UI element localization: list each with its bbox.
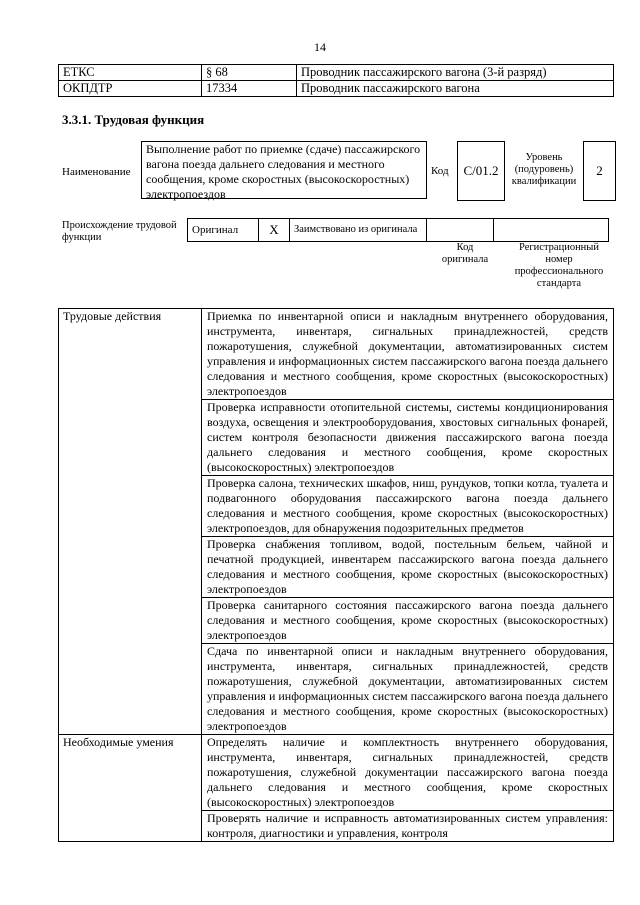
reg-number-caption: Регистрационный номер профессионального стандарта xyxy=(514,242,604,289)
original-label: Оригинал xyxy=(188,219,259,242)
table-cell: Проверка салона, технических шкафов, ниш, рундуков, топки котла, туалета и подвагонного оборудования пассажирского вагона поезда дальнего следования и местного сообщения, кроме скоростных (высокоскоростных) электропоездов, для обнаружения подозрительных предметов xyxy=(202,476,614,537)
name-label: Наименование xyxy=(62,166,131,178)
classifier-code: ОКПДТР xyxy=(59,81,202,97)
classifier-title: Проводник пассажирского вагона (3-й разряд) xyxy=(297,65,614,81)
original-mark: X xyxy=(259,219,290,242)
borrowed-label: Заимствовано из оригинала xyxy=(290,219,427,242)
code-label: Код xyxy=(431,165,449,177)
table-cell: Проверка санитарного состояния пассажирского вагона поезда дальнего следования и местного сообщения, кроме скоростных (высокоскоростных) электропоездов xyxy=(202,598,614,644)
reg-number-cell xyxy=(494,219,609,242)
function-name-box: Выполнение работ по приемке (сдаче) пассажирского вагона поезда дальнего следования и местного сообщения, кроме скоростных (высокоскоростных) электропоездов xyxy=(141,141,427,199)
origin-label: Происхождение трудовой функции xyxy=(62,220,177,243)
origin-table xyxy=(187,218,609,242)
code-original-caption: Код оригинала xyxy=(441,242,489,265)
labor-function-table xyxy=(58,308,614,842)
classifier-row xyxy=(59,81,614,97)
origin-row xyxy=(188,219,609,242)
group-label-required-skills: Необходимые умения xyxy=(59,735,202,842)
classifier-table xyxy=(58,64,614,97)
section-title: 3.3.1. Трудовая функция xyxy=(62,112,205,127)
group-label-labor-actions: Трудовые действия xyxy=(59,309,202,735)
qualification-level-box: 2 xyxy=(583,141,616,201)
function-code-box: C/01.2 xyxy=(457,141,505,201)
table-cell: Проверка снабжения топливом, водой, постельным бельем, чайной и печатной продукцией, инвентарем пассажирского вагона поезда дальнего следования и местного сообщения, кроме скоростных (высокоскоростных) электропоездов xyxy=(202,537,614,598)
page-number: 14 xyxy=(314,40,326,54)
classifier-row xyxy=(59,65,614,81)
code-original-cell xyxy=(427,219,494,242)
table-cell: Сдача по инвентарной описи и накладным внутреннего оборудования, инструмента, инвентаря, сигнальных принадлежностей, средств пожаротушения, служебной документации, автоматизированных систем управления и информационных систем пассажирского вагона поезда дальнего следования и местного сообщения, кроме скоростных (высокоскоростных) электропоездов xyxy=(202,644,614,735)
table-row xyxy=(59,735,614,811)
table-cell: Проверка исправности отопительной системы, системы кондиционирования воздуха, освещения и электрооборудования, хвостовых сигнальных фонарей, систем контроля безопасности движения пассажирского вагона поезда дальнего следования и местного сообщения, кроме скоростных (высокоскоростных) электропоездов xyxy=(202,400,614,476)
qualification-level-label: Уровень (подуровень) квалификации xyxy=(511,152,577,187)
table-cell: Определять наличие и комплектность внутреннего оборудования, инструмента, инвентаря, сигнальных принадлежностей, средств пожаротушения, служебной документации пассажирского вагона поезда дальнего следования и местного сообщения, кроме скоростных (высокоскоростных) электропоездов xyxy=(202,735,614,811)
classifier-ref: 17334 xyxy=(202,81,297,97)
classifier-ref: § 68 xyxy=(202,65,297,81)
classifier-title: Проводник пассажирского вагона xyxy=(297,81,614,97)
classifier-code: ЕТКС xyxy=(59,65,202,81)
table-cell: Приемка по инвентарной описи и накладным внутреннего оборудования, инструмента, инвентаря, сигнальных принадлежностей, средств пожаротушения, служебной документации, автоматизированных систем управления и информационных систем пассажирского вагона поезда дальнего следования и местного сообщения, кроме скоростных (высокоскоростных) электропоездов xyxy=(202,309,614,400)
table-row xyxy=(59,309,614,400)
table-cell: Проверять наличие и исправность автоматизированных систем управления: контроля, диагностики и управления, контроля xyxy=(202,811,614,842)
